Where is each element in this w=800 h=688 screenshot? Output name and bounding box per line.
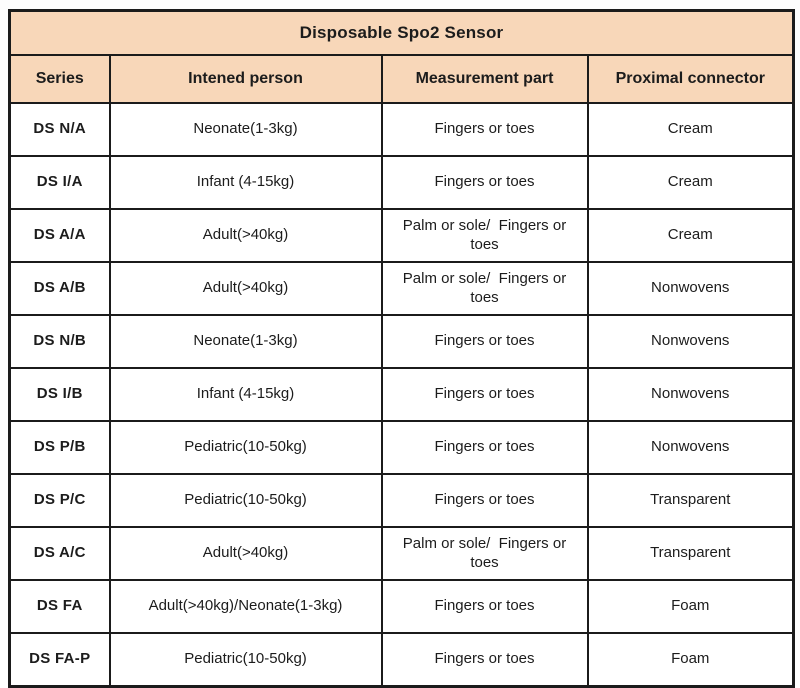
measurement-part-cell: Fingers or toes xyxy=(382,103,588,156)
proximal-connector-cell: Foam xyxy=(588,633,794,687)
proximal-connector-cell: Cream xyxy=(588,156,794,209)
intended-person-cell: Pediatric(10-50kg) xyxy=(110,421,382,474)
proximal-connector-cell: Nonwovens xyxy=(588,421,794,474)
table-row xyxy=(10,527,794,580)
column-header-proximal-connector: Proximal connector xyxy=(588,55,794,103)
table-row xyxy=(10,421,794,474)
table-row xyxy=(10,633,794,687)
series-cell: DS FA xyxy=(10,580,110,633)
series-cell: DS I/A xyxy=(10,156,110,209)
intended-person-cell: Pediatric(10-50kg) xyxy=(110,474,382,527)
intended-person-cell: Adult(>40kg) xyxy=(110,527,382,580)
measurement-part-cell: Palm or sole/ Fingers or toes xyxy=(382,262,588,315)
intended-person-cell: Infant (4-15kg) xyxy=(110,368,382,421)
table-row xyxy=(10,156,794,209)
proximal-connector-cell: Transparent xyxy=(588,474,794,527)
proximal-connector-cell: Nonwovens xyxy=(588,262,794,315)
table-row xyxy=(10,209,794,262)
proximal-connector-cell: Nonwovens xyxy=(588,368,794,421)
series-cell: DS A/C xyxy=(10,527,110,580)
table-row xyxy=(10,315,794,368)
proximal-connector-cell: Transparent xyxy=(588,527,794,580)
intended-person-cell: Adult(>40kg) xyxy=(110,209,382,262)
measurement-part-cell: Fingers or toes xyxy=(382,368,588,421)
intended-person-cell: Neonate(1-3kg) xyxy=(110,315,382,368)
series-cell: DS N/A xyxy=(10,103,110,156)
measurement-part-cell: Fingers or toes xyxy=(382,474,588,527)
table-title-row xyxy=(10,11,794,56)
spo2-sensor-table xyxy=(8,9,795,688)
measurement-part-cell: Fingers or toes xyxy=(382,156,588,209)
proximal-connector-cell: Cream xyxy=(588,209,794,262)
measurement-part-cell: Fingers or toes xyxy=(382,633,588,687)
table-row xyxy=(10,262,794,315)
measurement-part-cell: Palm or sole/ Fingers or toes xyxy=(382,209,588,262)
intended-person-cell: Pediatric(10-50kg) xyxy=(110,633,382,687)
measurement-part-cell: Palm or sole/ Fingers or toes xyxy=(382,527,588,580)
measurement-part-cell: Fingers or toes xyxy=(382,580,588,633)
series-cell: DS P/B xyxy=(10,421,110,474)
proximal-connector-cell: Cream xyxy=(588,103,794,156)
table-row xyxy=(10,474,794,527)
proximal-connector-cell: Nonwovens xyxy=(588,315,794,368)
series-cell: DS A/B xyxy=(10,262,110,315)
measurement-part-cell: Fingers or toes xyxy=(382,421,588,474)
series-cell: DS A/A xyxy=(10,209,110,262)
table-title: Disposable Spo2 Sensor xyxy=(10,11,794,56)
proximal-connector-cell: Foam xyxy=(588,580,794,633)
column-header-intended-person: Intened person xyxy=(110,55,382,103)
column-header-series: Series xyxy=(10,55,110,103)
series-cell: DS FA-P xyxy=(10,633,110,687)
table-header-row xyxy=(10,55,794,103)
intended-person-cell: Adult(>40kg) xyxy=(110,262,382,315)
table-row xyxy=(10,103,794,156)
measurement-part-cell: Fingers or toes xyxy=(382,315,588,368)
table-row xyxy=(10,368,794,421)
intended-person-cell: Adult(>40kg)/Neonate(1-3kg) xyxy=(110,580,382,633)
column-header-measurement-part: Measurement part xyxy=(382,55,588,103)
series-cell: DS P/C xyxy=(10,474,110,527)
table-row xyxy=(10,580,794,633)
intended-person-cell: Neonate(1-3kg) xyxy=(110,103,382,156)
intended-person-cell: Infant (4-15kg) xyxy=(110,156,382,209)
series-cell: DS I/B xyxy=(10,368,110,421)
series-cell: DS N/B xyxy=(10,315,110,368)
